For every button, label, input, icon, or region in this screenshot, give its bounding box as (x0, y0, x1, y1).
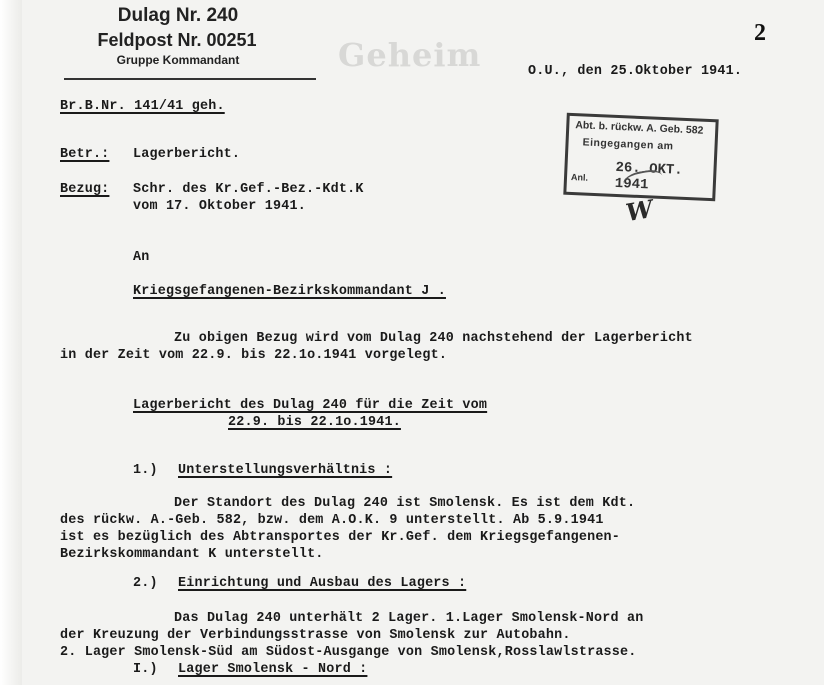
classification-watermark: Geheim (338, 36, 482, 74)
reference-label: Bezug: (60, 182, 110, 197)
stamp-received-label: Eingegangen am (582, 136, 674, 153)
subsection-1-title: Lager Smolensk - Nord : (178, 662, 368, 677)
section-1-title: Unterstellungsverhältnis : (178, 463, 393, 478)
intro-line-2: in der Zeit vom 22.9. bis 22.1o.1941 vorgelegt. (60, 348, 448, 363)
page-number: 2 (754, 20, 766, 46)
section-1-line-1: Der Standort des Dulag 240 ist Smolensk. Es ist dem Kdt. (174, 496, 636, 511)
reference-number: Br.B.Nr. 141/41 geh. (60, 99, 225, 114)
section-1-line-2: des rückw. A.-Geb. 582, bzw. dem A.O.K. 9 unterstellt. Ab 5.9.1941 (60, 513, 604, 528)
section-2-line-1: Das Dulag 240 unterhält 2 Lager. 1.Lager Smolensk-Nord an (174, 611, 644, 626)
addressee-label: An (133, 250, 150, 265)
group-name: Gruppe Kommandant (116, 53, 240, 67)
section-2-title: Einrichtung und Ausbau des Lagers : (178, 576, 467, 591)
section-2-line-2: der Kreuzung der Verbindungsstrasse von Smolensk zur Autobahn. (60, 628, 571, 643)
intro-line-1: Zu obigen Bezug wird vom Dulag 240 nachstehend der Lagerbericht (174, 331, 693, 346)
section-2-number: 2.) (133, 576, 158, 591)
section-1-number: 1.) (133, 463, 158, 478)
addressee: Kriegsgefangenen-Bezirkskommandant J . (133, 284, 446, 299)
section-1-line-3: ist es bezüglich des Abtransportes der Kr.Gef. dem Kriegsgefangenen- (60, 530, 621, 545)
subsection-1-number: I.) (133, 662, 158, 677)
receipt-stamp (563, 113, 718, 202)
header-rule (64, 78, 316, 80)
report-title-line-1: Lagerbericht des Dulag 240 für die Zeit vom (133, 398, 488, 413)
page-edge (0, 0, 22, 685)
handwritten-mark: W (623, 193, 656, 228)
reference-line-2: vom 17. Oktober 1941. (133, 199, 306, 214)
section-2-line-3: 2. Lager Smolensk-Süd am Südost-Ausgange von Smolensk,Rosslawlstrasse. (60, 645, 637, 660)
subject-text: Lagerbericht. (133, 147, 241, 162)
reference-line-1: Schr. des Kr.Gef.-Bez.-Kdt.K (133, 182, 364, 197)
stamp-office: Abt. b. rückw. A. Geb. 582 (575, 119, 704, 137)
fieldpost-number: Feldpost Nr. 00251 (97, 30, 257, 50)
report-title-line-2: 22.9. bis 22.1o.1941. (228, 415, 401, 430)
stamp-date: 26. OKT. 1941 (614, 159, 684, 194)
section-1-line-4: Bezirkskommandant K unterstellt. (60, 547, 324, 562)
place-date: O.U., den 25.Oktober 1941. (528, 64, 743, 79)
stamp-attachment-label: Anl. (570, 171, 589, 183)
subject-label: Betr.: (60, 147, 110, 162)
unit-name: Dulag Nr. 240 (117, 5, 239, 26)
